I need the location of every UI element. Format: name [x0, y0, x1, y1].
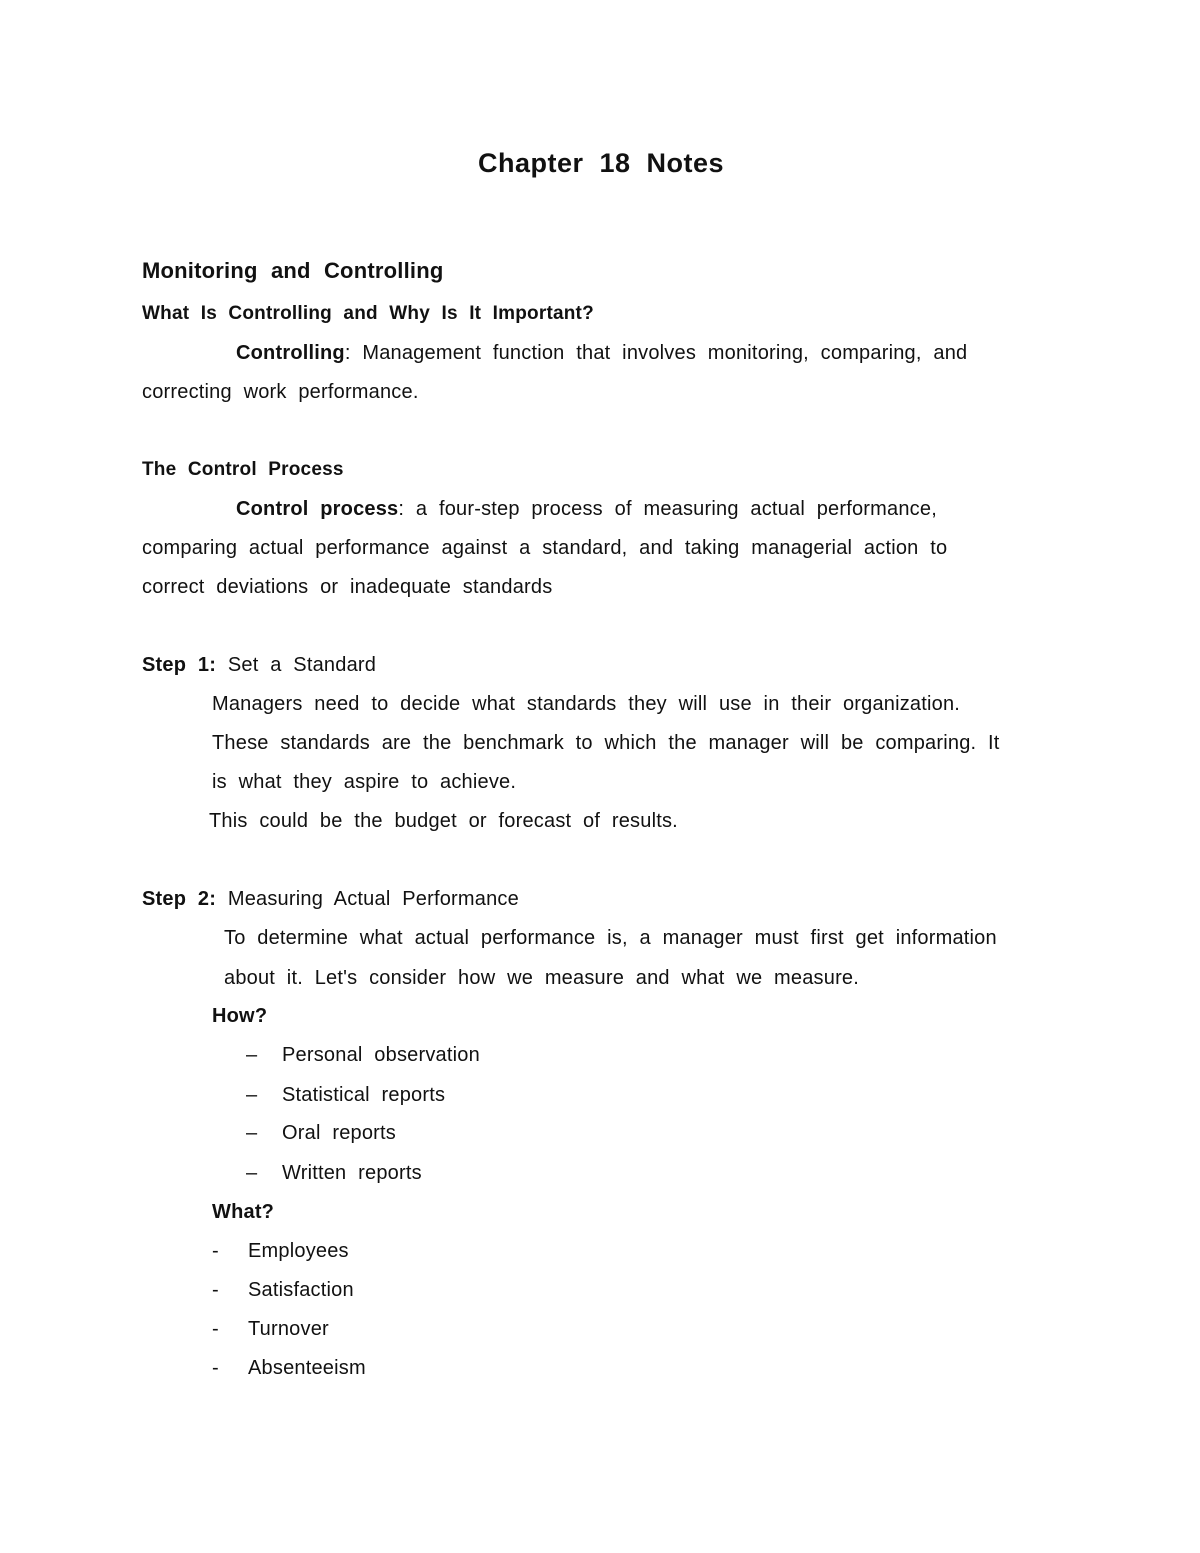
- control-process-def-line2: comparing actual performance against a standard, and taking managerial action to: [142, 537, 948, 559]
- controlling-def-line2: correcting work performance.: [142, 381, 419, 403]
- controlling-term: Controlling: [236, 342, 345, 364]
- dash-bullet-icon: –: [246, 1084, 258, 1106]
- dash-bullet-icon: –: [246, 1122, 258, 1144]
- control-process-def-text: : a four-step process of measuring actual performance,: [398, 498, 937, 520]
- how-label: How?: [212, 1005, 268, 1027]
- control-process-term: Control process: [236, 498, 399, 520]
- step2-label: Step 2:: [142, 888, 217, 910]
- step2-line1: To determine what actual performance is, a manager must first get information: [224, 927, 997, 949]
- page-title: Chapter 18 Notes: [478, 148, 725, 178]
- list-item: - Satisfaction: [212, 1279, 354, 1301]
- step1-line4: This could be the budget or forecast of results.: [209, 810, 678, 832]
- controlling-definition: [236, 341, 967, 365]
- hyphen-bullet-icon: -: [212, 1357, 219, 1379]
- hyphen-bullet-icon: -: [212, 1240, 219, 1262]
- section-heading: Monitoring and Controlling: [142, 258, 444, 283]
- step2-line2: about it. Let's consider how we measure and what we measure.: [224, 967, 860, 989]
- step1-line1: Managers need to decide what standards they will use in their organization.: [212, 693, 961, 715]
- section-subheading: What Is Controlling and Why Is It Important?: [142, 303, 594, 324]
- step2-heading: [142, 887, 519, 911]
- step1-title: Set a Standard: [216, 654, 377, 676]
- dash-bullet-icon: –: [246, 1162, 258, 1184]
- list-item: – Statistical reports: [246, 1084, 446, 1106]
- what-label: What?: [212, 1201, 275, 1223]
- hyphen-bullet-icon: -: [212, 1318, 219, 1340]
- control-process-definition: [236, 497, 937, 521]
- list-item: - Absenteeism: [212, 1357, 366, 1379]
- list-item: – Personal observation: [246, 1044, 480, 1066]
- control-process-def-line3: correct deviations or inadequate standards: [142, 576, 553, 598]
- controlling-def-text: : Management function that involves monitoring, comparing, and: [344, 342, 968, 364]
- step1-line2: These standards are the benchmark to which the manager will be comparing. It: [212, 732, 1000, 754]
- step1-label: Step 1:: [142, 654, 217, 676]
- list-item: - Turnover: [212, 1318, 329, 1340]
- list-item: – Written reports: [246, 1162, 422, 1184]
- step1-line3: is what they aspire to achieve.: [212, 771, 517, 793]
- list-item: – Oral reports: [246, 1122, 396, 1144]
- control-process-heading: The Control Process: [142, 459, 344, 480]
- list-item: - Employees: [212, 1240, 349, 1262]
- hyphen-bullet-icon: -: [212, 1279, 219, 1301]
- step1-heading: [142, 653, 376, 677]
- dash-bullet-icon: –: [246, 1044, 258, 1066]
- step2-title: Measuring Actual Performance: [216, 888, 519, 910]
